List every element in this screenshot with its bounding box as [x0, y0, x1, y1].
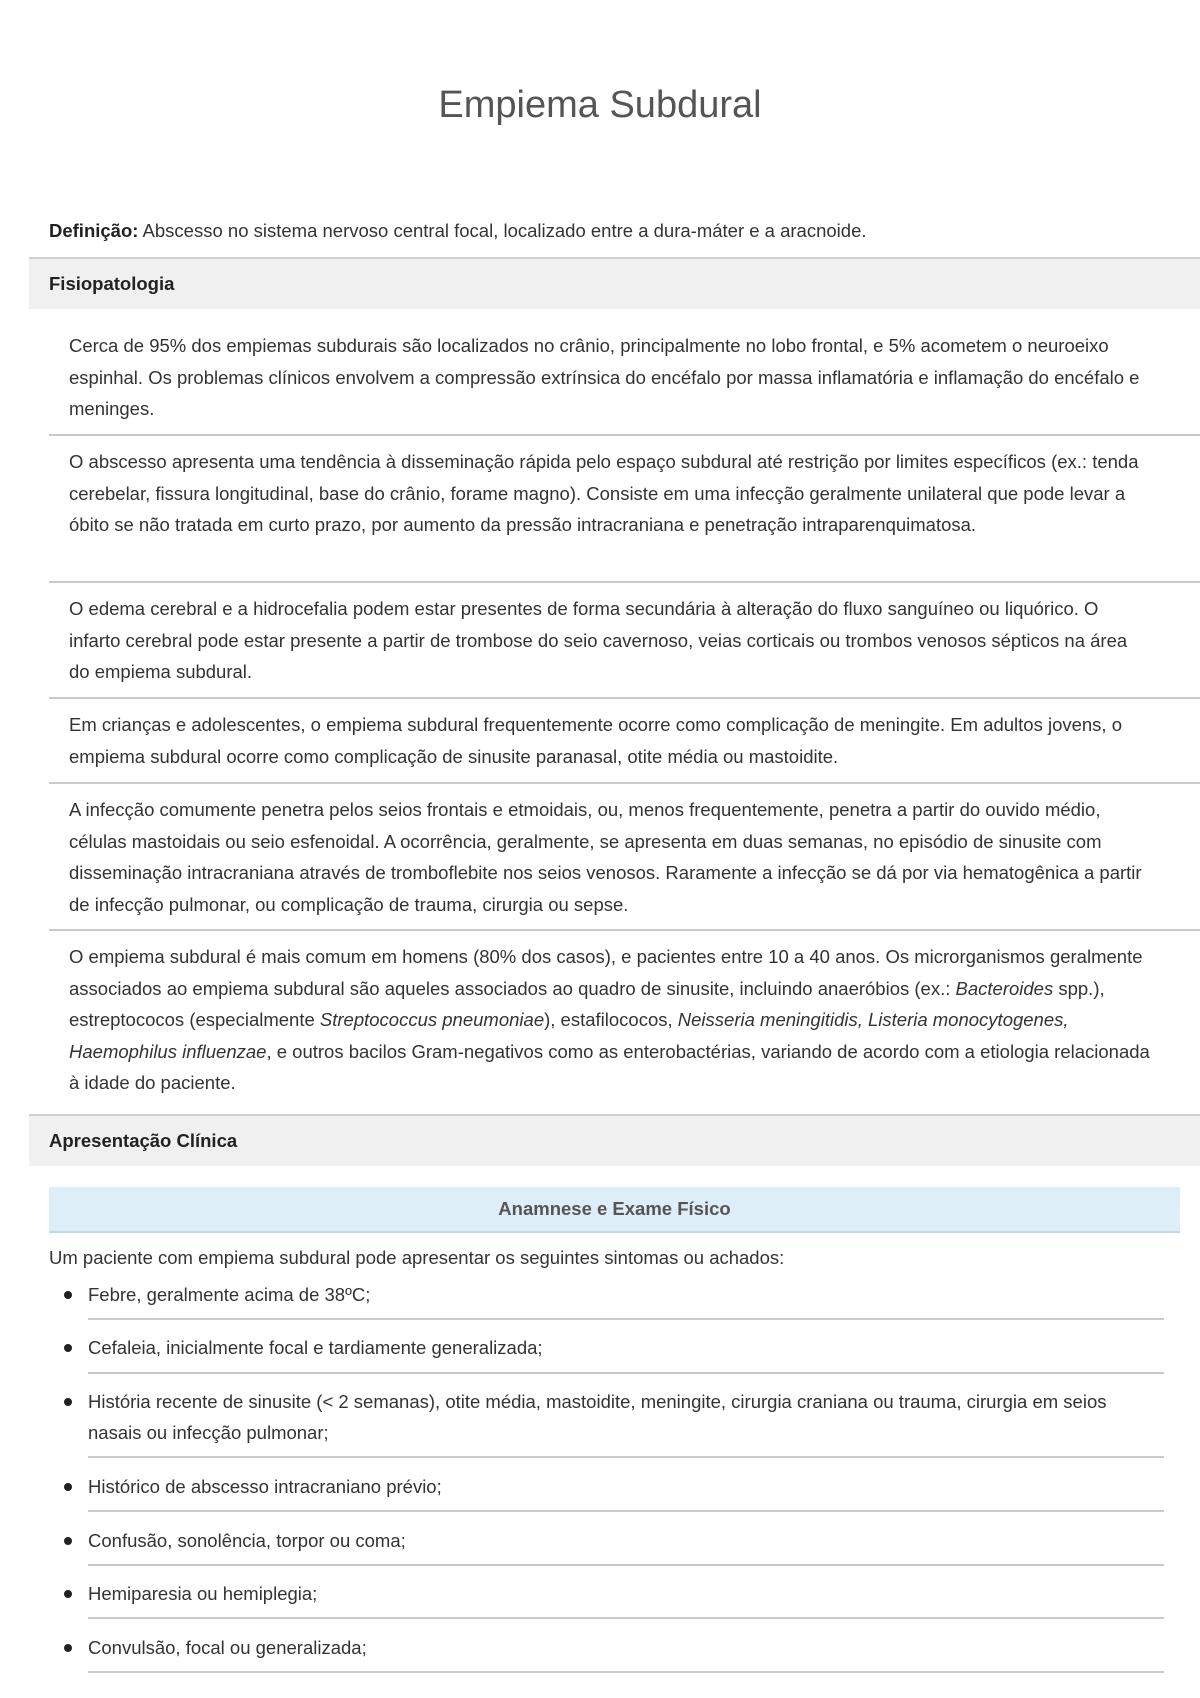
divider	[88, 1671, 1164, 1673]
text-run: spp.), estreptococos (especialmente	[69, 977, 1105, 1030]
paragraph: Cerca de 95% dos empiemas subdurais são localizados no crânio, principalmente no lobo frontal, e 5% acometem o neuroeixo espinhal. Os problemas clínicos envolvem a compressão extrínsica do encéfalo por massa inflamatória e inflamação do encéfalo e meninges.	[69, 335, 1140, 419]
divider	[88, 1564, 1164, 1566]
divider	[88, 1372, 1164, 1374]
list-item-text: História recente de sinusite (< 2 semanas), otite média, mastoidite, meningite, cirurgia craniana ou trauma, cirurgia em seios nasais ou infecção pulmonar;	[88, 1391, 1107, 1443]
divider	[88, 1617, 1164, 1619]
divider	[49, 434, 1200, 436]
section-heading-fisiopatologia: Fisiopatologia	[29, 257, 1200, 309]
list-item-text: Cefaleia, inicialmente focal e tardiamente generalizada;	[88, 1337, 543, 1358]
section-heading-apresentacao-clinica: Apresentação Clínica	[29, 1114, 1200, 1166]
divider	[88, 1510, 1164, 1512]
organism-name: Streptococcus pneumoniae	[319, 1009, 545, 1030]
list-item-text: Convulsão, focal ou generalizada;	[88, 1637, 367, 1658]
definition-label: Definição:	[49, 220, 139, 241]
paragraph: Em crianças e adolescentes, o empiema subdural frequentemente ocorre como complicação de meningite. Em adultos jovens, o empiema subdural ocorre como complicação de sinusite paranasal, otite média ou mastoidite.	[69, 714, 1123, 767]
paragraph	[69, 941, 1150, 1099]
list-item-text: Febre, geralmente acima de 38ºC;	[88, 1284, 371, 1305]
divider	[49, 782, 1200, 784]
text-run: ), estafilococos,	[544, 1009, 678, 1030]
bullet-icon	[64, 1537, 72, 1545]
divider	[49, 581, 1200, 583]
definition-text: Abscesso no sistema nervoso central focal, localizado entre a dura-máter e a aracnoide.	[138, 220, 867, 241]
bullet-icon	[64, 1291, 72, 1299]
definition	[49, 217, 867, 245]
organism-name: Bacteroides	[955, 977, 1054, 999]
paragraph: A infecção comumente penetra pelos seios frontais e etmoidais, ou, menos frequentemente, penetra a partir do ouvido médio, células mastoidais ou seio esfenoidal. A ocorrência, geralmente, se apresenta em duas semanas, no episódio de sinusite com disseminação intracraniana através de tromboflebite nos seios venosos. Raramente a infecção se dá por via hematogênica a partir de infecção pulmonar, ou complicação de trauma, cirurgia ou sepse.	[69, 799, 1142, 915]
list-item-text: Histórico de abscesso intracraniano prévio;	[88, 1476, 442, 1497]
divider	[49, 697, 1200, 699]
bullet-icon	[64, 1644, 72, 1652]
divider	[88, 1456, 1164, 1458]
organism-name: Neisseria meningitidis, Listeria monocytogenes, Haemophilus influenzae	[69, 1009, 1069, 1062]
bullet-icon	[64, 1590, 72, 1598]
page-title: Empiema Subdural	[438, 84, 762, 126]
bullet-icon	[64, 1344, 72, 1352]
text-run: , e outros bacilos Gram-negativos como as enterobactérias, variando de acordo com a etiologia relacionada à idade do paciente.	[69, 1040, 1150, 1093]
paragraph: O abscesso apresenta uma tendência à disseminação rápida pelo espaço subdural até restrição por limites específicos (ex.: tenda cerebelar, fissura longitudinal, base do crânio, forame magno). Consiste em uma infecção geralmente unilateral que pode levar a óbito se não tratada em curto prazo, por aumento da pressão intracraniana e penetração intraparenquimatosa.	[69, 451, 1139, 535]
divider	[49, 929, 1200, 931]
bullet-icon	[64, 1483, 72, 1491]
divider	[88, 1318, 1164, 1320]
paragraph: O edema cerebral e a hidrocefalia podem estar presentes de forma secundária à alteração do fluxo sanguíneo ou liquórico. O infarto cerebral pode estar presente a partir de trombose do seio cavernoso, veias corticais ou trombos venosos sépticos na área do empiema subdural.	[69, 598, 1128, 682]
list-item-text: Hemiparesia ou hemiplegia;	[88, 1583, 318, 1604]
list-item-text: Confusão, sonolência, torpor ou coma;	[88, 1530, 406, 1551]
text-run: O empiema subdural é mais comum em homens (80% dos casos), e pacientes entre 10 a 40 anos. Os microrganismos geralmente associados ao empiema subdural são aqueles associados ao quadro de sinusite, incluindo anaeróbios (ex.:	[69, 946, 1143, 999]
bullet-icon	[64, 1398, 72, 1406]
subsection-heading: Anamnese e Exame Físico	[49, 1187, 1180, 1233]
list-intro: Um paciente com empiema subdural pode apresentar os seguintes sintomas ou achados:	[49, 1247, 785, 1268]
